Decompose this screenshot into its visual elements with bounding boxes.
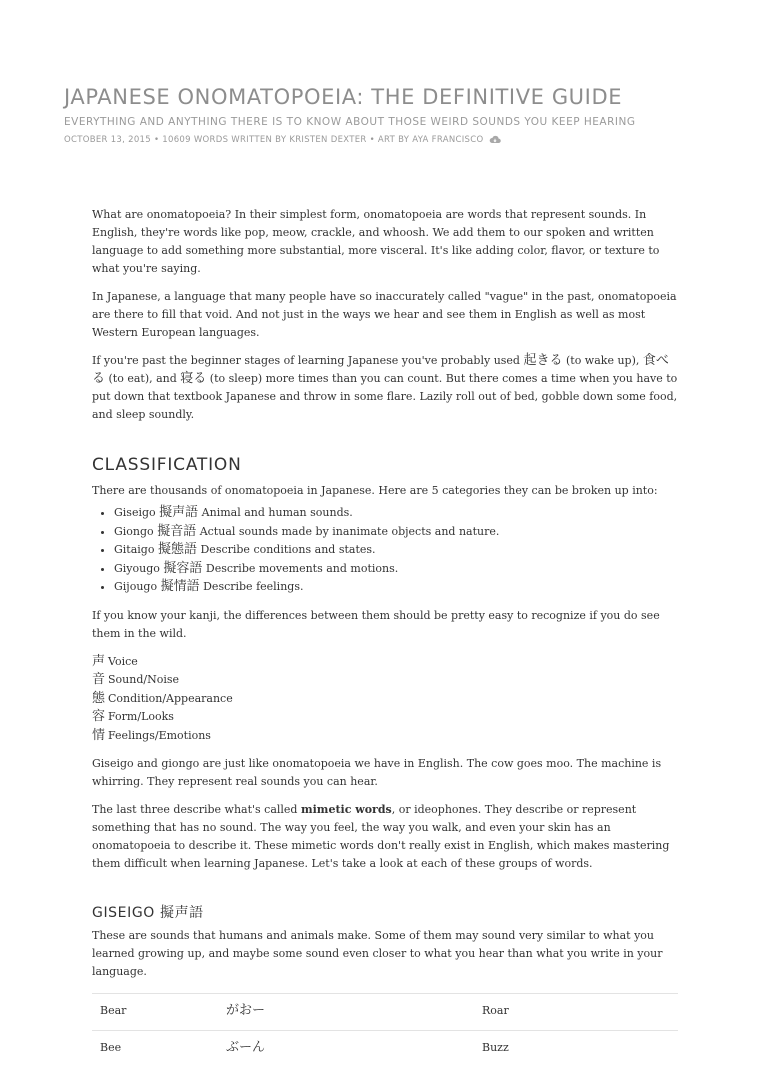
list-item — [92, 708, 678, 727]
kanji-char: 情 — [92, 728, 105, 743]
kanji-meaning: Condition/Appearance — [108, 692, 233, 705]
category-romaji: Gitaigo — [114, 543, 154, 556]
giseigo-heading — [92, 903, 678, 923]
jp-word-taberu: 食べる — [92, 353, 669, 386]
kanji-char: 声 — [92, 654, 105, 669]
category-romaji: Giongo — [114, 525, 154, 538]
intro-paragraph-1: What are onomatopoeia? In their simplest form, onomatopoeia are words that represent sounds. In English, they're words like pop, meow, crackle, and whoosh. We add them to our spoken and written language to add something more substantial, more visceral. It's like adding color, flavor, or texture to what you're saying. — [92, 206, 678, 278]
category-desc: Actual sounds made by inanimate objects and nature. — [200, 525, 500, 538]
category-romaji: Giyougo — [114, 562, 160, 575]
classification-heading-text: CLASSIFICATION — [92, 455, 242, 475]
list-item — [92, 671, 678, 690]
category-desc: Describe movements and motions. — [206, 562, 398, 575]
table-cell-english: Bee — [92, 1031, 218, 1067]
table-row — [92, 1031, 678, 1067]
intro-paragraph-3 — [92, 352, 678, 424]
giseigo-heading-kanji: 擬声語 — [160, 905, 204, 921]
text-run: (to eat), and — [105, 372, 180, 385]
article-subtitle: EVERYTHING AND ANYTHING THERE IS TO KNOW ABOUT THOSE WEIRD SOUNDS YOU KEEP HEARING — [64, 116, 724, 128]
classification-intro: There are thousands of onomatopoeia in Japanese. Here are 5 categories they can be broken up into: — [92, 482, 678, 500]
jp-word-okiru: 起きる — [523, 353, 562, 368]
mimetic-paragraph — [92, 801, 678, 873]
classification-heading — [92, 454, 678, 476]
table-cell-japanese: がおー — [218, 994, 474, 1031]
cloud-download-icon[interactable] — [489, 135, 501, 147]
list-item — [114, 578, 678, 597]
giseigo-giongo-paragraph: Giseigo and giongo are just like onomatopoeia we have in English. The cow goes moo. The machine is whirring. They represent real sounds you can hear. — [92, 755, 678, 791]
kanji-char: 態 — [92, 691, 105, 706]
category-kanji: 擬声語 — [159, 505, 198, 520]
kanji-meaning: Voice — [108, 655, 138, 668]
table-cell-english: Bear — [92, 994, 218, 1031]
mimetic-words-bold: mimetic words — [301, 803, 392, 816]
kanji-meaning: Sound/Noise — [108, 673, 179, 686]
intro-paragraph-2: In Japanese, a language that many people have so inaccurately called "vague" in the past, onomatopoeia are there to fill that void. And not just in the ways we hear and see them in English as well as most Western European languages. — [92, 288, 678, 342]
jp-word-neru: 寝る — [180, 371, 206, 386]
text-run: (to sleep) more times than you can count. But there comes a time when you have to put down that textbook Japanese and throw in some flare. Lazily roll out of bed, gobble down some food, and sleep soundly. — [92, 372, 677, 421]
text-run: The last three describe what's called — [92, 803, 301, 816]
category-romaji: Gijougo — [114, 580, 157, 593]
article-header — [64, 84, 724, 147]
list-item — [92, 653, 678, 672]
kanji-meaning: Form/Looks — [108, 710, 174, 723]
article-meta-text: OCTOBER 13, 2015 • 10609 WORDS WRITTEN BY KRISTEN DEXTER • ART BY AYA FRANCISCO — [64, 135, 483, 145]
table-cell-sound: Roar — [474, 994, 678, 1031]
table-cell-sound: Buzz — [474, 1031, 678, 1067]
list-item — [114, 504, 678, 523]
table-row — [92, 994, 678, 1031]
list-item — [92, 690, 678, 709]
list-item — [114, 523, 678, 542]
category-kanji: 擬音語 — [157, 524, 196, 539]
category-kanji: 擬態語 — [158, 542, 197, 557]
category-desc: Describe conditions and states. — [200, 543, 375, 556]
giseigo-intro: These are sounds that humans and animals make. Some of them may sound very similar to what you learned growing up, and maybe some sound even closer to what you hear than what you write in your language. — [92, 927, 678, 981]
article-body — [92, 206, 678, 1067]
kanji-char: 容 — [92, 709, 105, 724]
article-title: JAPANESE ONOMATOPOEIA: THE DEFINITIVE GUIDE — [64, 84, 724, 110]
kanji-meaning-list — [92, 653, 678, 746]
category-kanji: 擬容語 — [163, 561, 202, 576]
category-romaji: Giseigo — [114, 506, 156, 519]
list-item — [92, 727, 678, 746]
article-meta — [64, 135, 724, 147]
kanji-intro: If you know your kanji, the differences between them should be pretty easy to recognize if you do see them in the wild. — [92, 607, 678, 643]
giseigo-heading-text: GISEIGO — [92, 905, 160, 921]
category-desc: Animal and human sounds. — [202, 506, 353, 519]
kanji-meaning: Feelings/Emotions — [108, 729, 211, 742]
list-item — [114, 541, 678, 560]
list-item — [114, 560, 678, 579]
table-cell-japanese: ぶーん — [218, 1031, 474, 1067]
text-run: , or ideophones. They describe or represent something that has no sound. The way you feel, the way you walk, and even your skin has an onomatopoeia to describe it. These mimetic words don't really exist in English, which makes mastering them difficult when learning Japanese. Let's take a look at each of these groups of words. — [92, 803, 669, 870]
category-list — [92, 504, 678, 597]
giseigo-table — [92, 993, 678, 1067]
text-run: (to wake up), — [562, 354, 642, 367]
category-kanji: 擬情語 — [161, 579, 200, 594]
category-desc: Describe feelings. — [203, 580, 303, 593]
text-run: If you're past the beginner stages of learning Japanese you've probably used — [92, 354, 523, 367]
kanji-char: 音 — [92, 672, 105, 687]
